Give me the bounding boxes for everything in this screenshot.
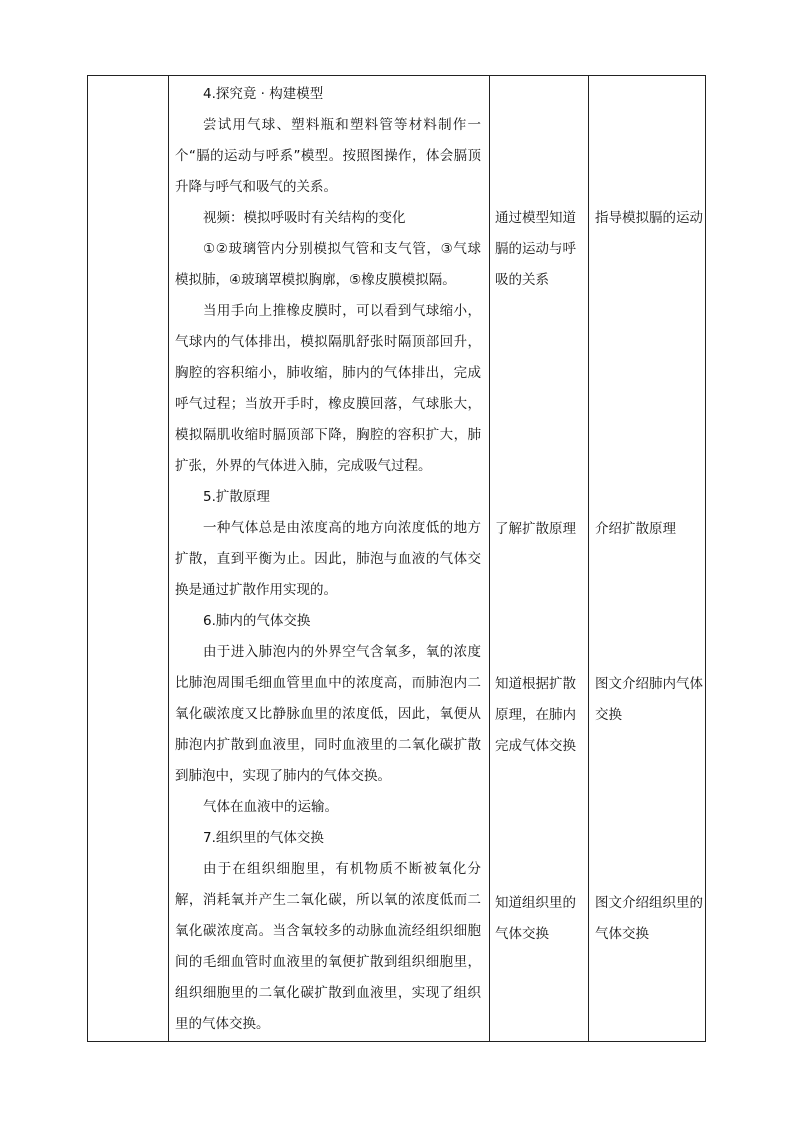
paragraph: ①②玻璃管内分别模拟气管和支气管，③气球模拟肺，④玻璃罩模拟胸廓，⑤橡皮膜模拟隔。	[175, 241, 481, 288]
paragraph: 一种气体总是由浓度高的地方向浓度低的地方扩散，直到平衡为止。因此，肺泡与血液的气体交换是通过扩散作用实现的。	[175, 520, 481, 598]
teacher-activity-cell: 图文介绍肺内气体交换	[595, 676, 703, 723]
paragraph: 尝试用气球、塑料瓶和塑料管等材料制作一个“膈的运动与呼系”模型。按照图操作，体会膈顶升降与呼气和吸气的关系。	[175, 117, 481, 195]
column-divider	[588, 76, 589, 1041]
student-activity-cell: 了解扩散原理	[495, 521, 576, 537]
section-heading: 6.肺内的气体交换	[203, 613, 311, 629]
student-activity-cell: 知道组织里的气体交换	[495, 895, 576, 942]
teacher-activity-cell: 图文介绍组织里的气体交换	[595, 895, 703, 942]
paragraph: 由于在组织细胞里，有机物质不断被氧化分解，消耗氧并产生二氧化碳，所以氧的浓度低而二氧化碳浓度高。当含氧较多的动脉血流经组织细胞间的毛细血管时血液里的氧便扩散到组织细胞里，组织细胞里的二氧化碳扩散到血液里，实现了组织里的气体交换。	[175, 861, 481, 1032]
paragraph: 视频：模拟呼吸时有关结构的变化	[203, 210, 406, 226]
paragraph: 由于进入肺泡内的外界空气含氧多，氧的浓度比肺泡周围毛细血管里血中的浓度高，而肺泡内二氧化碳浓度又比静脉血里的浓度低，因此，氧便从肺泡内扩散到血液里，同时血液里的二氧化碳扩散到肺泡中，实现了肺内的气体交换。	[175, 644, 481, 784]
column-divider	[489, 76, 490, 1041]
section-heading: 7.组织里的气体交换	[203, 830, 324, 846]
teacher-activity-cell: 指导模拟膈的运动	[595, 210, 703, 226]
section-heading: 4.探究竟 · 构建模型	[203, 86, 324, 102]
teacher-activity-cell: 介绍扩散原理	[595, 521, 676, 537]
teaching-content-column	[169, 76, 489, 1040]
paragraph: 气体在血液中的运输。	[203, 799, 338, 815]
student-activity-cell: 知道根据扩散原理，在肺内完成气体交换	[495, 676, 576, 754]
student-activity-cell: 通过模型知道膈的运动与呼吸的关系	[495, 210, 576, 288]
section-heading: 5.扩散原理	[203, 489, 270, 505]
lesson-table	[87, 75, 706, 1042]
paragraph: 当用手向上推橡皮膜时，可以看到气球缩小，气球内的气体排出，模拟隔肌舒张时隔顶部回升，胸腔的容积缩小，肺收缩，肺内的气体排出，完成呼气过程；当放开手时，橡皮膜回落，气球胀大，模拟隔肌收缩时膈顶部下降，胸腔的容积扩大，肺扩张，外界的气体进入肺，完成吸气过程。	[175, 303, 481, 474]
